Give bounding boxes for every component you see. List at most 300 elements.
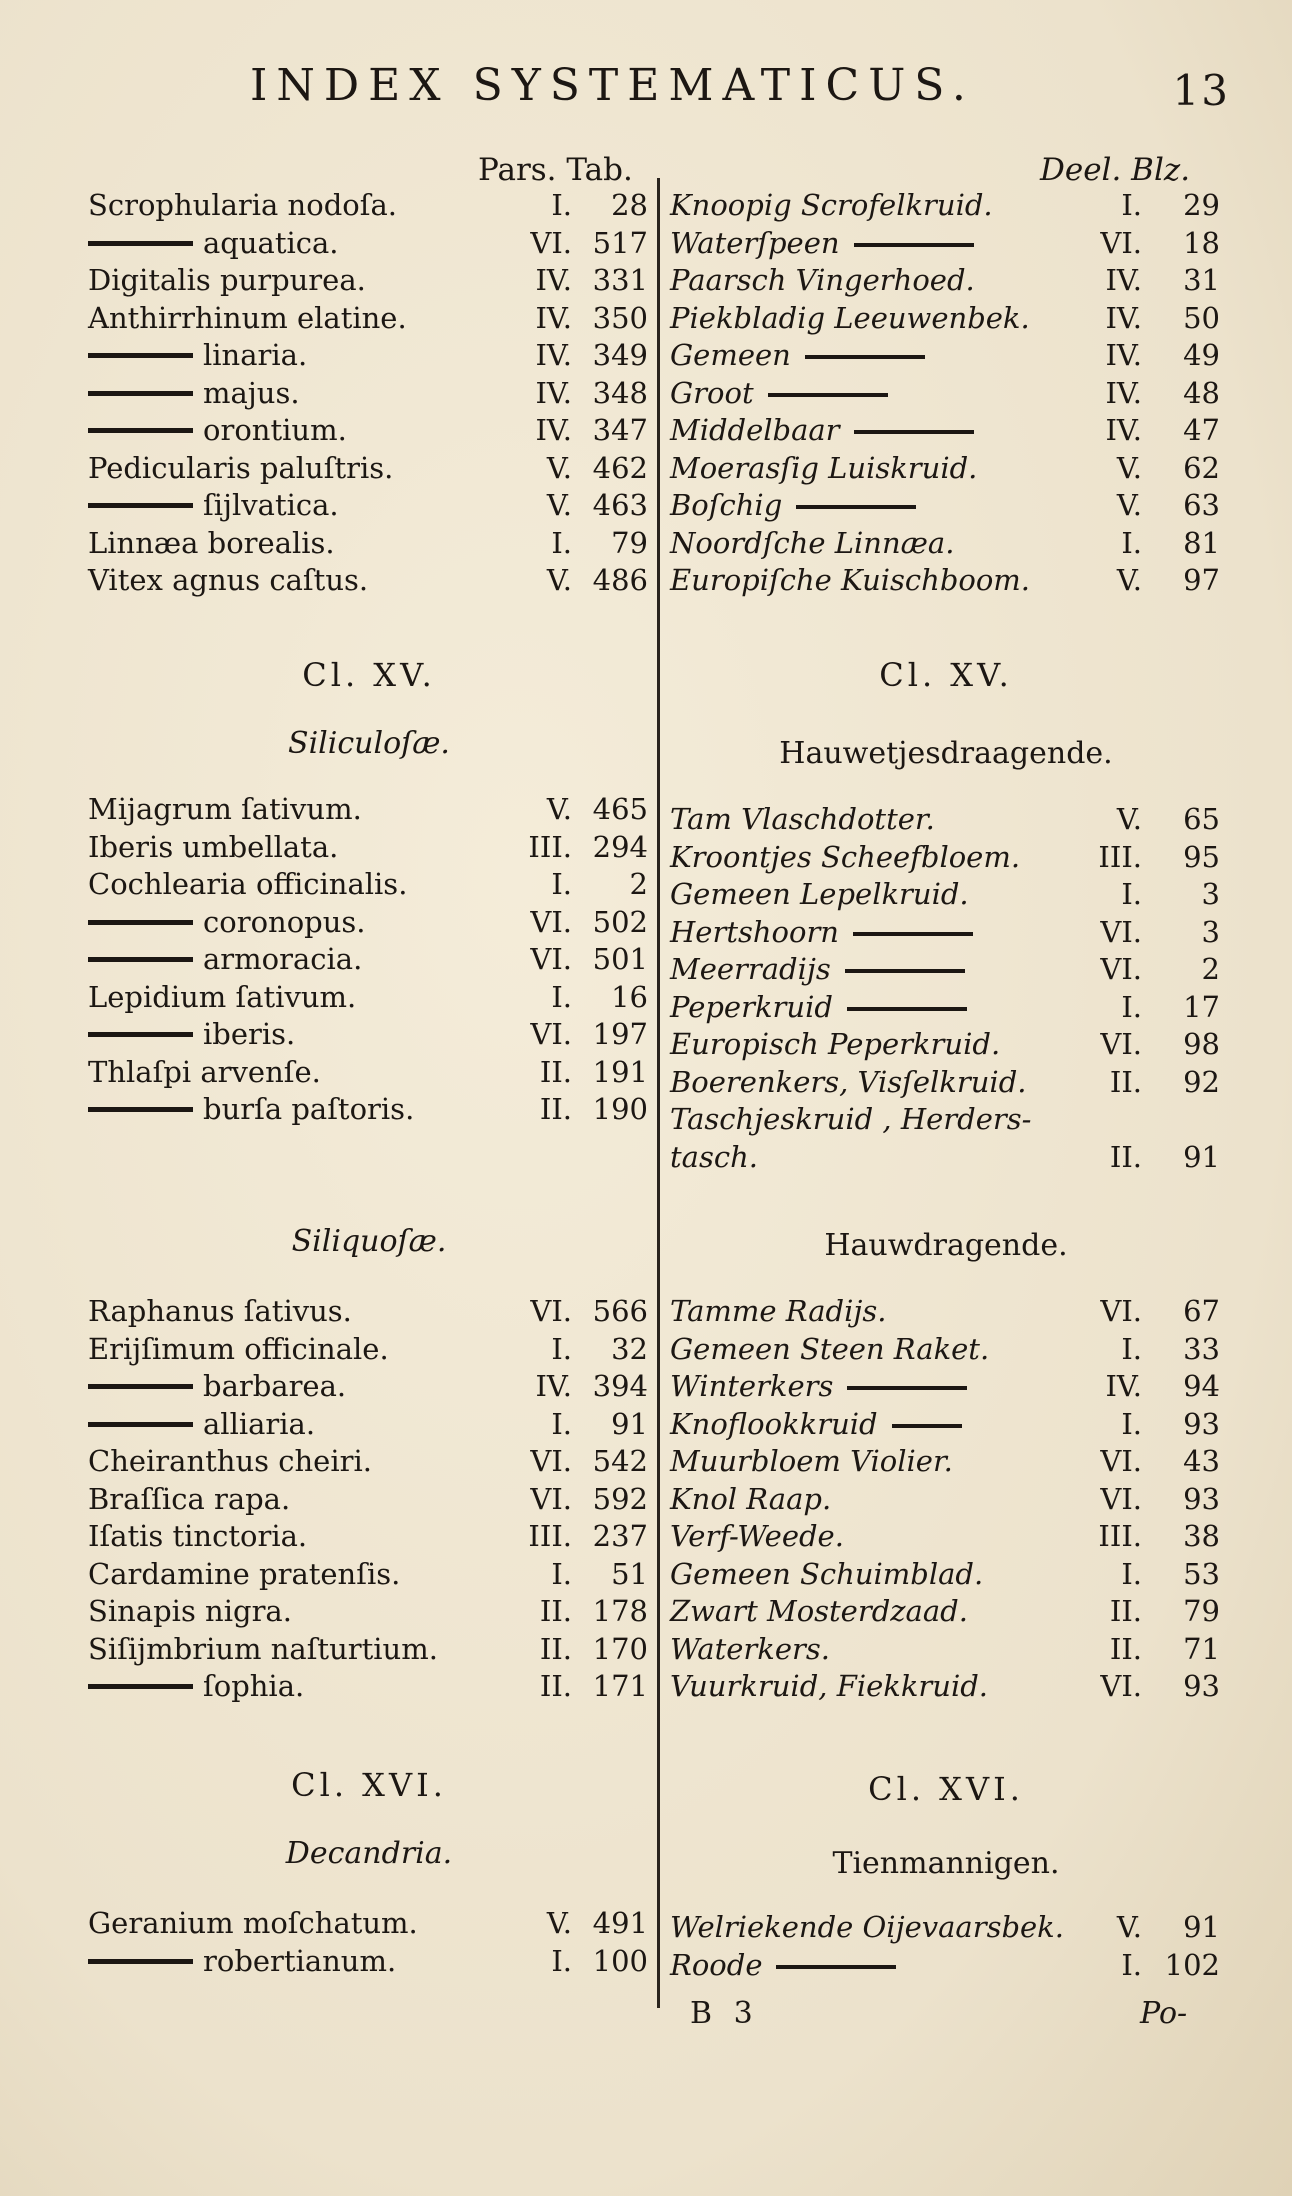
repeat-name-dash <box>796 505 916 509</box>
latin-entry-row <box>88 524 650 562</box>
latin-entry-row <box>88 1630 650 1668</box>
latin-entry-row <box>88 940 650 978</box>
dutch-plant-name: Boſchig <box>670 486 916 524</box>
dutch-plant-name: Welriekende Oijevaarsbek. <box>670 1910 1064 1944</box>
latin-entry-row <box>88 1904 650 1942</box>
deel-number: III. <box>1098 839 1142 874</box>
pars-number: VI. <box>530 1481 572 1516</box>
page-reference: 48 <box>1183 375 1220 410</box>
pars-number: I. <box>551 525 572 560</box>
latin-entry-row <box>88 374 650 412</box>
repeat-genus-dash <box>88 428 193 433</box>
plate-number: 462 <box>592 450 648 485</box>
dutch-entry-row <box>670 1063 1222 1101</box>
dutch-entry-row <box>670 913 1222 951</box>
repeat-name-dash <box>805 355 925 359</box>
plate-number: 501 <box>592 942 648 976</box>
plate-number: 100 <box>592 1943 648 1978</box>
dutch-entry-row <box>670 1517 1222 1555</box>
page-reference: 3 <box>1201 877 1220 911</box>
dutch-plant-name: Middelbaar <box>670 411 974 449</box>
subgroup-heading: Hauwetjesdraagende. <box>779 736 1113 771</box>
plate-number: 51 <box>611 1556 648 1591</box>
dutch-entry-row <box>670 1592 1222 1630</box>
class-heading: Cl. XV. <box>879 656 1013 694</box>
plate-number: 16 <box>611 979 648 1014</box>
deel-number: I. <box>1121 877 1142 911</box>
latin-entry-row <box>88 865 650 903</box>
dutch-entry-row <box>670 336 1222 374</box>
repeat-genus-dash <box>88 1032 193 1037</box>
deel-number: II. <box>1109 1139 1142 1174</box>
repeat-genus-dash <box>88 503 193 508</box>
pars-number: II. <box>539 1054 572 1089</box>
latin-species-name: aquatica. <box>203 225 339 260</box>
plate-number: 294 <box>592 829 648 864</box>
plate-number: 349 <box>592 338 648 372</box>
dutch-entry-row <box>670 299 1222 337</box>
dutch-plant-name: Piekbladig Leeuwenbek. <box>670 300 1030 335</box>
plate-number: 190 <box>592 1092 648 1126</box>
dutch-entry-row <box>670 1025 1222 1063</box>
deel-number: I. <box>1121 188 1142 222</box>
dutch-entry-row <box>670 1100 1222 1138</box>
repeat-genus-dash <box>88 1959 193 1964</box>
pars-number: V. <box>546 792 572 826</box>
pars-number: VI. <box>530 942 572 976</box>
plate-number: 32 <box>611 1331 648 1366</box>
repeat-genus-dash <box>88 1422 193 1427</box>
repeat-name-dash <box>776 1965 896 1969</box>
latin-species-name: armoracia. <box>203 942 363 976</box>
dutch-entry-row <box>670 1480 1222 1518</box>
subgroup-heading: Siliculoſæ. <box>288 726 450 761</box>
dutch-plant-name: Kroontjes Scheefbloem. <box>670 839 1021 874</box>
latin-species-name: Siſijmbrium naſturtium. <box>88 1631 438 1666</box>
latin-species-name: iberis. <box>203 1017 296 1051</box>
pars-number: IV. <box>535 263 572 297</box>
pars-number: IV. <box>535 1369 572 1403</box>
plate-number: 566 <box>592 1294 648 1328</box>
deel-number: VI. <box>1100 1669 1142 1703</box>
page-reference: 93 <box>1183 1481 1220 1516</box>
latin-species-name: Thlaſpi arvenſe. <box>88 1054 321 1089</box>
latin-species-name: Cochlearia officinalis. <box>88 867 408 901</box>
latin-entry-row <box>88 1517 650 1555</box>
plate-number: 79 <box>611 525 648 560</box>
latin-species-name: Mijagrum ſativum. <box>88 792 362 826</box>
dutch-plant-name: Gemeen Schuimblad. <box>670 1556 984 1591</box>
deel-number: II. <box>1109 1594 1142 1628</box>
plate-number: 347 <box>592 413 648 447</box>
pars-number: IV. <box>535 413 572 447</box>
latin-entry-row <box>88 1592 650 1630</box>
deel-number: VI. <box>1100 952 1142 986</box>
latin-entry-row <box>88 978 650 1016</box>
page-reference: 94 <box>1183 1369 1220 1403</box>
plate-number: 91 <box>611 1406 648 1441</box>
latin-species-name: Raphanus ſativus. <box>88 1294 352 1328</box>
dutch-entry-row <box>670 1667 1222 1705</box>
latin-entry-row <box>88 561 650 599</box>
latin-species-name: alliaria. <box>203 1406 316 1441</box>
subgroup-heading: Decandria. <box>285 1836 453 1871</box>
deel-number: V. <box>1116 563 1142 597</box>
repeat-name-dash <box>854 430 974 434</box>
plate-number: 486 <box>592 563 648 597</box>
plate-number: 170 <box>592 1631 648 1666</box>
dutch-plant-name: Groot <box>670 374 888 412</box>
latin-entry-row <box>88 828 650 866</box>
pars-number: VI. <box>530 225 572 260</box>
plate-number: 517 <box>592 225 648 260</box>
page-reference: 63 <box>1183 488 1220 522</box>
dutch-plant-name: Paarsch Vingerhoed. <box>670 263 975 297</box>
pars-number: V. <box>546 1906 572 1940</box>
plate-number: 348 <box>592 375 648 410</box>
dutch-plant-name: Waterkers. <box>670 1631 830 1666</box>
deel-number: V. <box>1116 802 1142 836</box>
latin-species-name: Pedicularis paluſtris. <box>88 450 394 485</box>
latin-entry-row <box>88 1330 650 1368</box>
dutch-plant-name: Verf-Weede. <box>670 1519 844 1553</box>
latin-species-name: Scrophularia nodoſa. <box>88 188 397 222</box>
dutch-entry-row <box>670 449 1222 487</box>
repeat-genus-dash <box>88 1384 193 1389</box>
deel-number: I. <box>1121 525 1142 560</box>
latin-entry-row <box>88 1405 650 1443</box>
page-reference: 2 <box>1201 952 1220 986</box>
dutch-entry-row <box>670 1908 1222 1946</box>
latin-entry-row <box>88 1090 650 1128</box>
dutch-plant-name: Moerasſig Luiskruid. <box>670 450 978 485</box>
page-reference: 93 <box>1183 1669 1220 1703</box>
latin-entry-row <box>88 224 650 262</box>
repeat-name-dash <box>847 1386 967 1390</box>
latin-species-name: orontium. <box>203 413 347 447</box>
repeat-name-dash <box>847 1007 967 1011</box>
repeat-genus-dash <box>88 1684 193 1689</box>
dutch-plant-name: Knoflookkruid <box>670 1405 962 1443</box>
page-reference: 81 <box>1183 525 1220 560</box>
page-reference: 92 <box>1183 1064 1220 1099</box>
page-reference: 97 <box>1183 563 1220 597</box>
dutch-plant-name: Roode <box>670 1946 896 1984</box>
dutch-plant-name: Meerradijs <box>670 950 965 988</box>
page-header <box>250 52 1250 122</box>
pars-number: IV. <box>535 338 572 372</box>
pars-number: I. <box>551 867 572 901</box>
page-reference: 65 <box>1183 802 1220 836</box>
dutch-entry-row <box>670 1138 1222 1176</box>
latin-entry-row <box>88 261 650 299</box>
dutch-plant-name: Winterkers <box>670 1367 967 1405</box>
dutch-entry-row <box>670 186 1222 224</box>
repeat-name-dash <box>768 393 888 397</box>
pars-number: V. <box>546 488 572 522</box>
page-reference: 31 <box>1183 263 1220 297</box>
pars-number: II. <box>539 1669 572 1703</box>
page-reference: 29 <box>1183 188 1220 222</box>
latin-species-name: ſijlvatica. <box>203 488 339 522</box>
subgroup-heading: Hauwdragende. <box>824 1228 1068 1263</box>
plate-number: 28 <box>611 188 648 222</box>
page-reference: 93 <box>1183 1406 1220 1441</box>
deel-number: I. <box>1121 1331 1142 1366</box>
dutch-entry-row <box>670 524 1222 562</box>
page-reference: 67 <box>1183 1294 1220 1328</box>
plate-number: 542 <box>592 1444 648 1478</box>
latin-species-name: majus. <box>203 375 300 410</box>
pars-number: VI. <box>530 1444 572 1478</box>
pars-number: IV. <box>535 300 572 335</box>
dutch-plant-name: Gemeen Steen Raket. <box>670 1331 990 1366</box>
dutch-plant-name: Europiſche Kuischboom. <box>670 563 1031 597</box>
pars-number: VI. <box>530 1294 572 1328</box>
dutch-plant-name: Waterſpeen <box>670 224 974 262</box>
latin-species-name: Braſſica rapa. <box>88 1481 291 1516</box>
deel-number: IV. <box>1105 1369 1142 1403</box>
page-reference: 95 <box>1183 839 1220 874</box>
pars-number: I. <box>551 1943 572 1978</box>
left-column-heading: Pars. Tab. <box>478 152 633 188</box>
dutch-plant-name: Gemeen Lepelkruid. <box>670 877 969 911</box>
repeat-name-dash <box>845 969 965 973</box>
plate-number: 331 <box>592 263 648 297</box>
page-title: INDEX SYSTEMATICUS. <box>250 60 975 111</box>
plate-number: 237 <box>592 1519 648 1553</box>
latin-entry-row <box>88 1480 650 1518</box>
latin-entry-row <box>88 299 650 337</box>
repeat-genus-dash <box>88 241 193 246</box>
page-reference: 17 <box>1183 989 1220 1024</box>
plate-number: 171 <box>592 1669 648 1703</box>
page-reference: 33 <box>1183 1331 1220 1366</box>
repeat-genus-dash <box>88 1107 193 1112</box>
class-heading: Cl. XVI. <box>868 1770 1024 1808</box>
deel-number: I. <box>1121 1406 1142 1441</box>
pars-number: V. <box>546 563 572 597</box>
latin-entry-row <box>88 411 650 449</box>
dutch-entry-row <box>670 1405 1222 1443</box>
latin-entry-row <box>88 1942 650 1980</box>
column-divider <box>657 178 660 2008</box>
page-reference: 71 <box>1183 1631 1220 1666</box>
plate-number: 465 <box>592 792 648 826</box>
pars-number: IV. <box>535 375 572 410</box>
latin-species-name: Cardamine pratenſis. <box>88 1556 401 1591</box>
latin-species-name: Geranium moſchatum. <box>88 1906 418 1940</box>
latin-species-name: robertianum. <box>203 1943 397 1978</box>
deel-number: V. <box>1116 1910 1142 1944</box>
page-reference: 18 <box>1183 225 1220 260</box>
latin-species-name: Iberis umbellata. <box>88 829 339 864</box>
deel-number: III. <box>1098 1519 1142 1553</box>
plate-number: 592 <box>592 1481 648 1516</box>
latin-entry-row <box>88 1053 650 1091</box>
repeat-genus-dash <box>88 353 193 358</box>
dutch-plant-name: Gemeen <box>670 336 925 374</box>
dutch-plant-name: Boerenkers, Visſelkruid. <box>670 1064 1027 1099</box>
page-reference: 3 <box>1201 914 1220 949</box>
dutch-entry-row <box>670 1946 1222 1984</box>
deel-number: VI. <box>1100 1294 1142 1328</box>
dutch-plant-name: Vuurkruid, Fiekkruid. <box>670 1669 988 1703</box>
pars-number: I. <box>551 979 572 1014</box>
page-reference: 47 <box>1183 413 1220 447</box>
pars-number: V. <box>546 450 572 485</box>
latin-entry-row <box>88 336 650 374</box>
pars-number: VI. <box>530 904 572 939</box>
plate-number: 502 <box>592 904 648 939</box>
deel-number: VI. <box>1100 1027 1142 1061</box>
repeat-genus-dash <box>88 391 193 396</box>
latin-species-name: burſa paſtoris. <box>203 1092 415 1126</box>
latin-species-name: coronopus. <box>203 904 366 939</box>
pars-number: VI. <box>530 1017 572 1051</box>
page-reference: 91 <box>1183 1139 1220 1174</box>
plate-number: 178 <box>592 1594 648 1628</box>
dutch-entry-row <box>670 261 1222 299</box>
repeat-name-dash <box>854 243 974 247</box>
page-reference: 62 <box>1183 450 1220 485</box>
dutch-entry-row <box>670 1555 1222 1593</box>
plate-number: 491 <box>592 1906 648 1940</box>
page-reference: 91 <box>1183 1910 1220 1944</box>
latin-entry-row <box>88 1442 650 1480</box>
subgroup-heading: Tienmannigen. <box>832 1846 1060 1881</box>
subgroup-heading: Siliquoſæ. <box>291 1224 447 1259</box>
repeat-name-dash <box>853 932 973 936</box>
dutch-plant-name: Zwart Mosterdzaad. <box>670 1594 968 1628</box>
page-reference: 79 <box>1183 1594 1220 1628</box>
repeat-name-dash <box>892 1424 962 1428</box>
latin-species-name: Digitalis purpurea. <box>88 263 366 297</box>
dutch-plant-name: Peperkruid <box>670 988 967 1026</box>
latin-entry-row <box>88 1555 650 1593</box>
deel-number: IV. <box>1105 375 1142 410</box>
dutch-plant-name: Knol Raap. <box>670 1481 832 1516</box>
plate-number: 191 <box>592 1054 648 1089</box>
catchword: Po- <box>1140 1996 1188 2031</box>
deel-number: II. <box>1109 1064 1142 1099</box>
pars-number: I. <box>551 1331 572 1366</box>
deel-number: VI. <box>1100 914 1142 949</box>
repeat-genus-dash <box>88 957 193 962</box>
latin-species-name: Sinapis nigra. <box>88 1594 292 1628</box>
deel-number: IV. <box>1105 338 1142 372</box>
dutch-entry-row <box>670 224 1222 262</box>
dutch-entry-row <box>670 988 1222 1026</box>
dutch-plant-name: Tam Vlaschdotter. <box>670 802 935 836</box>
pars-number: II. <box>539 1092 572 1126</box>
dutch-plant-name: tasch. <box>670 1139 758 1174</box>
latin-entry-row <box>88 1667 650 1705</box>
latin-entry-row <box>88 790 650 828</box>
plate-number: 2 <box>629 867 648 901</box>
latin-entry-row <box>88 903 650 941</box>
dutch-entry-row <box>670 411 1222 449</box>
plate-number: 394 <box>592 1369 648 1403</box>
latin-species-name: linaria. <box>203 338 308 372</box>
dutch-plant-name: Europisch Peperkruid. <box>670 1027 1001 1061</box>
dutch-entry-row <box>670 875 1222 913</box>
page-reference: 53 <box>1183 1556 1220 1591</box>
deel-number: IV. <box>1105 413 1142 447</box>
pars-number: III. <box>528 1519 572 1553</box>
deel-number: IV. <box>1105 300 1142 335</box>
latin-entry-row <box>88 186 650 224</box>
deel-number: II. <box>1109 1631 1142 1666</box>
latin-species-name: Lepidium ſativum. <box>88 979 357 1014</box>
dutch-plant-name: Hertshoorn <box>670 913 973 951</box>
dutch-entry-row <box>670 1330 1222 1368</box>
pars-number: II. <box>539 1594 572 1628</box>
deel-number: V. <box>1116 488 1142 522</box>
latin-species-name: ſophia. <box>203 1669 305 1703</box>
dutch-plant-name: Knoopig Scrofelkruid. <box>670 188 993 222</box>
right-column-heading: Deel. Blz. <box>1040 152 1191 188</box>
latin-entry-row <box>88 1015 650 1053</box>
page-reference: 102 <box>1164 1947 1220 1982</box>
dutch-entry-row <box>670 486 1222 524</box>
page-number: 13 <box>1172 66 1230 115</box>
latin-species-name: barbarea. <box>203 1369 347 1403</box>
deel-number: IV. <box>1105 263 1142 297</box>
pars-number: III. <box>528 829 572 864</box>
class-heading: Cl. XVI. <box>291 1766 447 1804</box>
dutch-plant-name: Noordſche Linnæa. <box>670 525 955 560</box>
dutch-entry-row <box>670 1367 1222 1405</box>
latin-species-name: Vitex agnus caſtus. <box>88 563 369 597</box>
signature-mark: B 3 <box>690 1996 759 2031</box>
plate-number: 350 <box>592 300 648 335</box>
class-heading: Cl. XV. <box>302 656 436 694</box>
plate-number: 463 <box>592 488 648 522</box>
dutch-entry-row <box>670 1442 1222 1480</box>
page-reference: 43 <box>1183 1444 1220 1478</box>
deel-number: V. <box>1116 450 1142 485</box>
deel-number: VI. <box>1100 1481 1142 1516</box>
repeat-genus-dash <box>88 920 193 925</box>
dutch-plant-name: Tamme Radijs. <box>670 1294 887 1328</box>
deel-number: I. <box>1121 1947 1142 1982</box>
dutch-entry-row <box>670 561 1222 599</box>
page-reference: 49 <box>1183 338 1220 372</box>
latin-entry-row <box>88 449 650 487</box>
page-reference: 38 <box>1183 1519 1220 1553</box>
dutch-entry-row <box>670 374 1222 412</box>
dutch-entry-row <box>670 950 1222 988</box>
dutch-plant-name: Taschjeskruid , Herders- <box>670 1102 1032 1136</box>
latin-entry-row <box>88 1367 650 1405</box>
latin-species-name: Anthirrhinum elatine. <box>88 300 407 335</box>
plate-number: 197 <box>592 1017 648 1051</box>
page-reference: 50 <box>1183 300 1220 335</box>
deel-number: I. <box>1121 989 1142 1024</box>
pars-number: II. <box>539 1631 572 1666</box>
deel-number: I. <box>1121 1556 1142 1591</box>
deel-number: VI. <box>1100 1444 1142 1478</box>
latin-species-name: Erijſimum officinale. <box>88 1331 389 1366</box>
latin-entry-row <box>88 1292 650 1330</box>
dutch-entry-row <box>670 800 1222 838</box>
latin-species-name: Linnæa borealis. <box>88 525 335 560</box>
dutch-plant-name: Muurbloem Violier. <box>670 1444 953 1478</box>
latin-species-name: Iſatis tinctoria. <box>88 1519 308 1553</box>
pars-number: I. <box>551 1556 572 1591</box>
dutch-entry-row <box>670 1292 1222 1330</box>
